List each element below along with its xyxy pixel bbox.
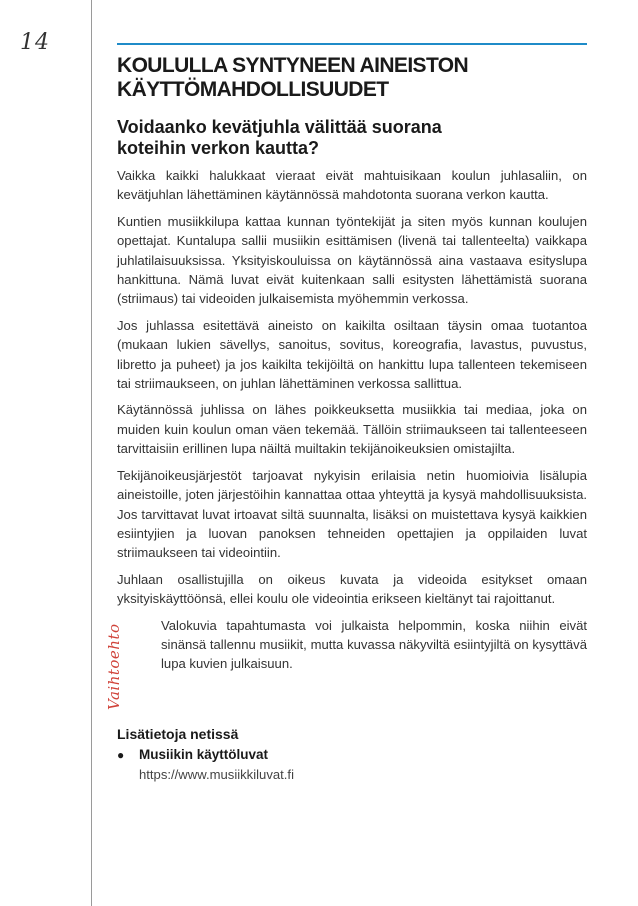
page-title: KOULULLA SYNTYNEEN AINEISTON KÄYTTÖMAHDOLLISUUDET	[117, 54, 469, 101]
links-heading: Lisätietoja netissä	[117, 725, 239, 742]
alternative-label: Vaihtoehto	[105, 623, 123, 710]
page-number: 14	[20, 30, 50, 55]
link-url[interactable]: https://www.musiikkiluvat.fi	[139, 766, 294, 782]
body-paragraph: Kuntien musiikkilupa kattaa kunnan työntekijät ja siten myös kunnan koulujen opettajat. Kuntalupa sallii musiikin esittämisen (livenä tai tallenteelta) vaikkapa juhlatilaisuuksissa. Yksityiskouluissa on käytännössä aina vastaava esityslupa hankittuna. Nämä luvat eivät kuitenkaan salli esitysten lähettämistä suorana (striimaus) tai videoiden julkaisemista myöhemmin verkossa.	[117, 213, 587, 307]
body-paragraph: Käytännössä juhlissa on lähes poikkeuksetta musiikkia tai mediaa, joka on muiden kuin koulun oman väen tekemää. Tällöin striimaukseen tai tallenteeseen tarvittaisiin erillinen lupa näiltä muiltakin tekijänoikeuksien omistajilta.	[117, 402, 587, 457]
body-paragraph: Juhlaan osallistujilla on oikeus kuvata ja videoida esitykset omaan yksityiskäyttöönsä, ellei koulu ole videointia erikseen kieltänyt tai rajoittanut.	[117, 571, 587, 607]
link-list-item	[117, 746, 587, 782]
body-paragraph: Vaikka kaikki halukkaat vieraat eivät mahtuisikaan koulun juhlasaliin, on kevätjuhlan lähettäminen käytännössä mahdotonta suorana verkon kautta.	[117, 168, 587, 203]
section-question-heading: Voidaanko kevätjuhla välittää suorana koteihin verkon kautta?	[117, 117, 442, 158]
page-margin-line	[91, 0, 92, 906]
article	[105, 54, 587, 782]
alternative-text: Valokuvia tapahtumasta voi julkaista helpommin, koska niihin eivät sinänsä tallennu musiikit, mutta kuvassa näkyviltä esiintyjiltä on kysyttävä lupa kuvien julkaisuun.	[161, 617, 587, 672]
title-rule	[117, 43, 587, 45]
alternative-box	[105, 616, 587, 712]
body-paragraph: Jos juhlassa esitettävä aineisto on kaikilta osiltaan täysin omaa tuotantoa (mukaan lukien sävellys, sanoitus, sovitus, koreografia, lavastus, puvustus, libretto ja puheet) ja jos kaikilta tekijöiltä on hankittu lupa tallenteen tekemiseen tai striimaukseen, on juhlan lähettäminen verkossa sallittua.	[117, 317, 587, 392]
link-title: Musiikin käyttöluvat	[139, 746, 269, 762]
body-paragraph: Tekijänoikeusjärjestöt tarjoavat nykyisin erilaisia netin huomioivia lisälupia aineistoille, joten järjestöihin kannattaa ottaa yhteyttä ja kysyä mahdollisuuksista. Jos tarvittavat luvat irtoavat siltä suunnalta, lisäksi on muistettava kysyä kaikkien esiintyjien ja luovan panoksen tehneiden opettajien ja oppilaiden luvat striimaukseen tai videointiin.	[117, 467, 587, 561]
bullet-icon: ●	[117, 747, 125, 762]
